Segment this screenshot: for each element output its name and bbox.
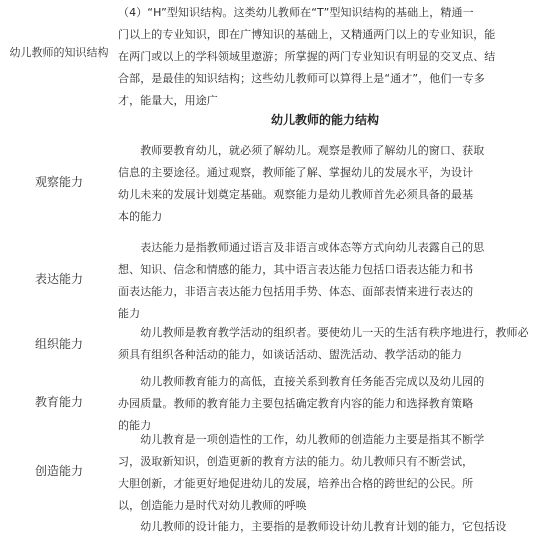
text-line: 本的能力 (118, 210, 163, 223)
row-label-expression: 表达能力 (34, 272, 83, 286)
row-content-knowledge-structure (118, 2, 532, 112)
ability-row-creativity (0, 429, 540, 521)
row-label-organization: 组织能力 (34, 337, 83, 351)
ability-row-expression (0, 237, 540, 329)
text-line: 幼儿教师教育能力的高低，直接关系到教育任务能否完成以及幼儿园的 (118, 375, 485, 388)
ability-row-organization (0, 322, 540, 370)
ability-row-design (0, 516, 540, 538)
row-content-design (118, 516, 532, 538)
text-line: （4）“H”型知识结构。这类幼儿教师在“T”型知识结构的基础上，精通一 (118, 6, 474, 19)
section-title: 幼儿教师的能力结构 (270, 113, 379, 127)
row-label-knowledge-structure: 幼儿教师的知识结构 (9, 46, 109, 59)
row-content-organization (118, 322, 532, 366)
text-line: 想、知识、信念和情感的能力，其中语言表达能力包括口语表达能力和书 (118, 263, 474, 276)
text-line: 信息的主要途径。通过观察，教师能了解、掌握幼儿的发展水平，为设计 (118, 166, 474, 179)
text-line: 习，汲取新知识，创造更新的教育方法的能力。幼儿教师只有不断尝试， (118, 455, 474, 468)
text-line: 合部，是最佳的知识结构；这些幼儿教师可以算得上是“通才”，他们一专多 (118, 72, 485, 85)
text-line: 幼儿未来的发展计划奠定基础。观察能力是幼儿教师首先必须具备的最基 (118, 188, 474, 201)
text-line: 幼儿教育是一项创造性的工作，幼儿教师的创造能力主要是指其不断学 (118, 433, 485, 446)
row-content-education (118, 371, 532, 437)
knowledge-structure-row (0, 2, 540, 112)
text-line: 面表达能力，非语言表达能力包括用手势、体态、面部表情来进行表达的 (118, 285, 474, 298)
text-line: 能力 (118, 307, 141, 320)
text-line: 幼儿教师的设计能力，主要指的是教师设计幼儿教育计划的能力，它包括设 (118, 520, 507, 533)
row-content-observation (118, 140, 532, 228)
text-line: 须具有组织各种活动的能力，如谈话活动、盥洗活动、教学活动的能力 (118, 348, 463, 361)
text-line: 大胆创新，才能更好地促进幼儿的发展，培养出合格的跨世纪的公民。所 (118, 477, 474, 490)
row-content-creativity (118, 429, 532, 517)
row-label-education: 教育能力 (34, 395, 83, 409)
text-line: 表达能力是指教师通过语言及非语言或体态等方式向幼儿表露自己的思 (118, 241, 485, 254)
ability-row-observation (0, 140, 540, 232)
text-line: 教师要教育幼儿，就必须了解幼儿。观察是教师了解幼儿的窗口、获取 (118, 144, 485, 157)
text-line: 才，能量大，用途广 (118, 94, 218, 107)
text-line: 幼儿教师是教育教学活动的组织者。要使幼儿一天的生活有秩序地进行，教师必 (118, 326, 529, 339)
row-label-creativity: 创造能力 (34, 464, 83, 478)
text-line: 门以上的专业知识，即在广博知识的基础上，又精通两门以上的专业知识，能 (118, 28, 496, 41)
text-line: 以，创造能力是时代对幼儿教师的呼唤 (118, 499, 307, 512)
row-content-expression (118, 237, 532, 325)
text-line: 在两门或以上的学科领域里遨游；所掌握的两门专业知识有明显的交叉点、结 (118, 50, 496, 63)
text-line: 的能力 (118, 419, 152, 432)
row-label-observation: 观察能力 (34, 175, 83, 189)
text-line: 办园质量。教师的教育能力主要包括确定教育内容的能力和选择教育策略 (118, 397, 474, 410)
